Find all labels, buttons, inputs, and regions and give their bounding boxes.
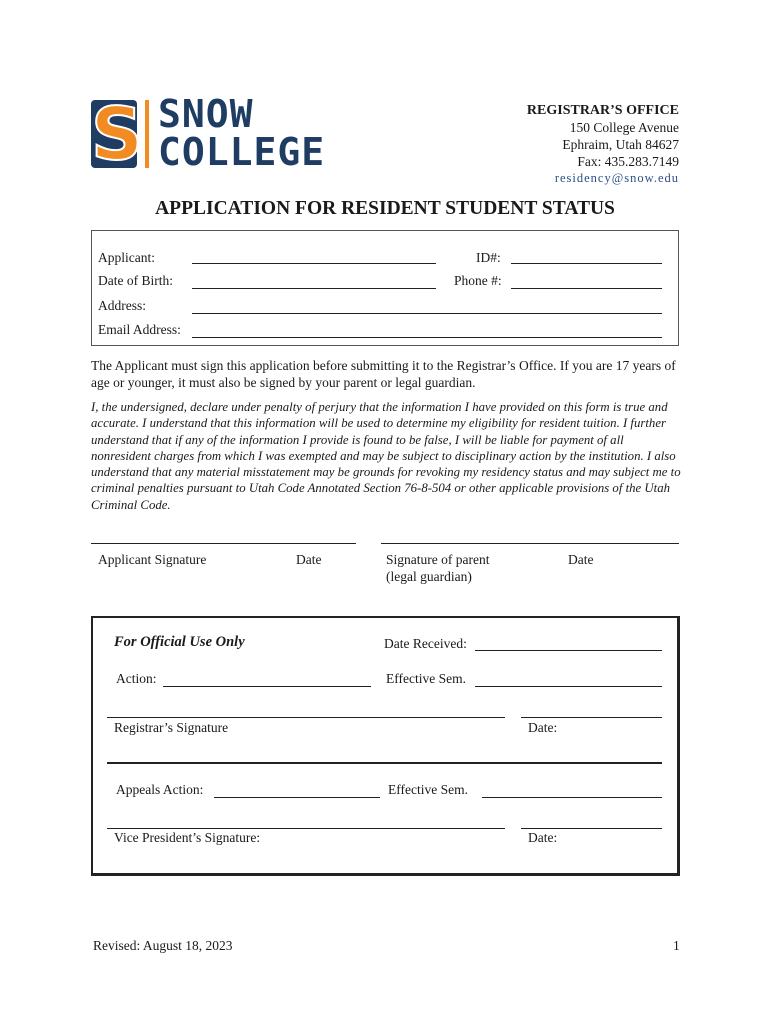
- parent-signature-label: Signature of parent: [386, 552, 490, 567]
- parent-date-label: Date: [568, 552, 594, 567]
- email-link[interactable]: residency@snow.edu: [554, 171, 679, 185]
- dob-label: Date of Birth:: [98, 273, 173, 288]
- registrar-date-label: Date:: [528, 720, 558, 735]
- date-received-field[interactable]: [475, 650, 662, 651]
- address-line-1: 150 College Avenue: [569, 120, 679, 135]
- id-label: ID#:: [476, 250, 501, 265]
- applicant-date-label: Date: [296, 552, 322, 567]
- registrar-signature-label: Registrar’s Signature: [114, 720, 229, 735]
- applicant-signature-label: Applicant Signature: [98, 552, 207, 567]
- fax-number: Fax: 435.283.7149: [577, 154, 679, 169]
- registrar-signature-line[interactable]: [107, 717, 505, 718]
- logo-s-mark: S: [91, 92, 143, 176]
- applicant-field[interactable]: [192, 263, 436, 264]
- parent-signature-line[interactable]: [381, 543, 679, 544]
- action-label: Action:: [116, 671, 157, 686]
- parent-signature-sublabel: (legal guardian): [386, 569, 472, 584]
- registrar-date-line[interactable]: [521, 717, 662, 718]
- section-divider: [107, 762, 662, 764]
- effective-sem-label: Effective Sem.: [386, 671, 466, 686]
- appeals-effective-sem-field[interactable]: [482, 797, 662, 798]
- vp-signature-label: Vice President’s Signature:: [114, 830, 261, 845]
- dob-field[interactable]: [192, 288, 436, 289]
- address-label: Address:: [98, 298, 146, 313]
- appeals-action-label: Appeals Action:: [116, 782, 204, 797]
- vp-date-line[interactable]: [521, 828, 662, 829]
- phone-label: Phone #:: [454, 273, 502, 288]
- effective-sem-field[interactable]: [475, 686, 662, 687]
- perjury-declaration: I, the undersigned, declare under penalty of perjury that the information I have provided on this form is true and accurate. I understand that this information will be used to determine my eligibility for resident tuition. I further understand that if any of the information I provide is found to be false, I will be liable for payment of all nonresident charges from which I was exempted and may be subject to disciplinary action by the institution. I also understand that any material misstatement may be grounds for revoking my residency status and may subject me to criminal penalties pursuant to Utah Code Annotated Section 76-8-504 or other applicable provisions of the Utah Criminal Code.: [91, 400, 681, 512]
- applicant-label: Applicant:: [98, 250, 155, 265]
- appeals-action-field[interactable]: [214, 797, 380, 798]
- id-field[interactable]: [511, 263, 662, 264]
- logo-word-snow: SNOW: [158, 92, 254, 136]
- applicant-signature-line[interactable]: [91, 543, 356, 544]
- address-field[interactable]: [192, 313, 662, 314]
- office-name: REGISTRAR’S OFFICE: [526, 103, 679, 118]
- logo-divider: [145, 100, 149, 168]
- appeals-effective-sem-label: Effective Sem.: [388, 782, 468, 797]
- vp-date-label: Date:: [528, 830, 558, 845]
- page-title: APPLICATION FOR RESIDENT STUDENT STATUS: [155, 198, 615, 219]
- address-line-2: Ephraim, Utah 84627: [562, 137, 679, 152]
- signing-instructions: The Applicant must sign this application before submitting it to the Registrar’s Office. If you are 17 years of age or younger, it must also be signed by your parent or legal guardian.: [91, 358, 676, 390]
- phone-field[interactable]: [511, 288, 662, 289]
- revision-date: Revised: August 18, 2023: [93, 938, 233, 953]
- logo-word-college: COLLEGE: [158, 130, 326, 174]
- official-use-heading: For Official Use Only: [114, 634, 245, 650]
- registrar-header: [527, 102, 679, 187]
- email-field[interactable]: [192, 337, 662, 338]
- email-label: Email Address:: [98, 322, 181, 337]
- date-received-label: Date Received:: [384, 636, 467, 651]
- action-field[interactable]: [163, 686, 371, 687]
- page-number: 1: [673, 938, 680, 953]
- vp-signature-line[interactable]: [107, 828, 505, 829]
